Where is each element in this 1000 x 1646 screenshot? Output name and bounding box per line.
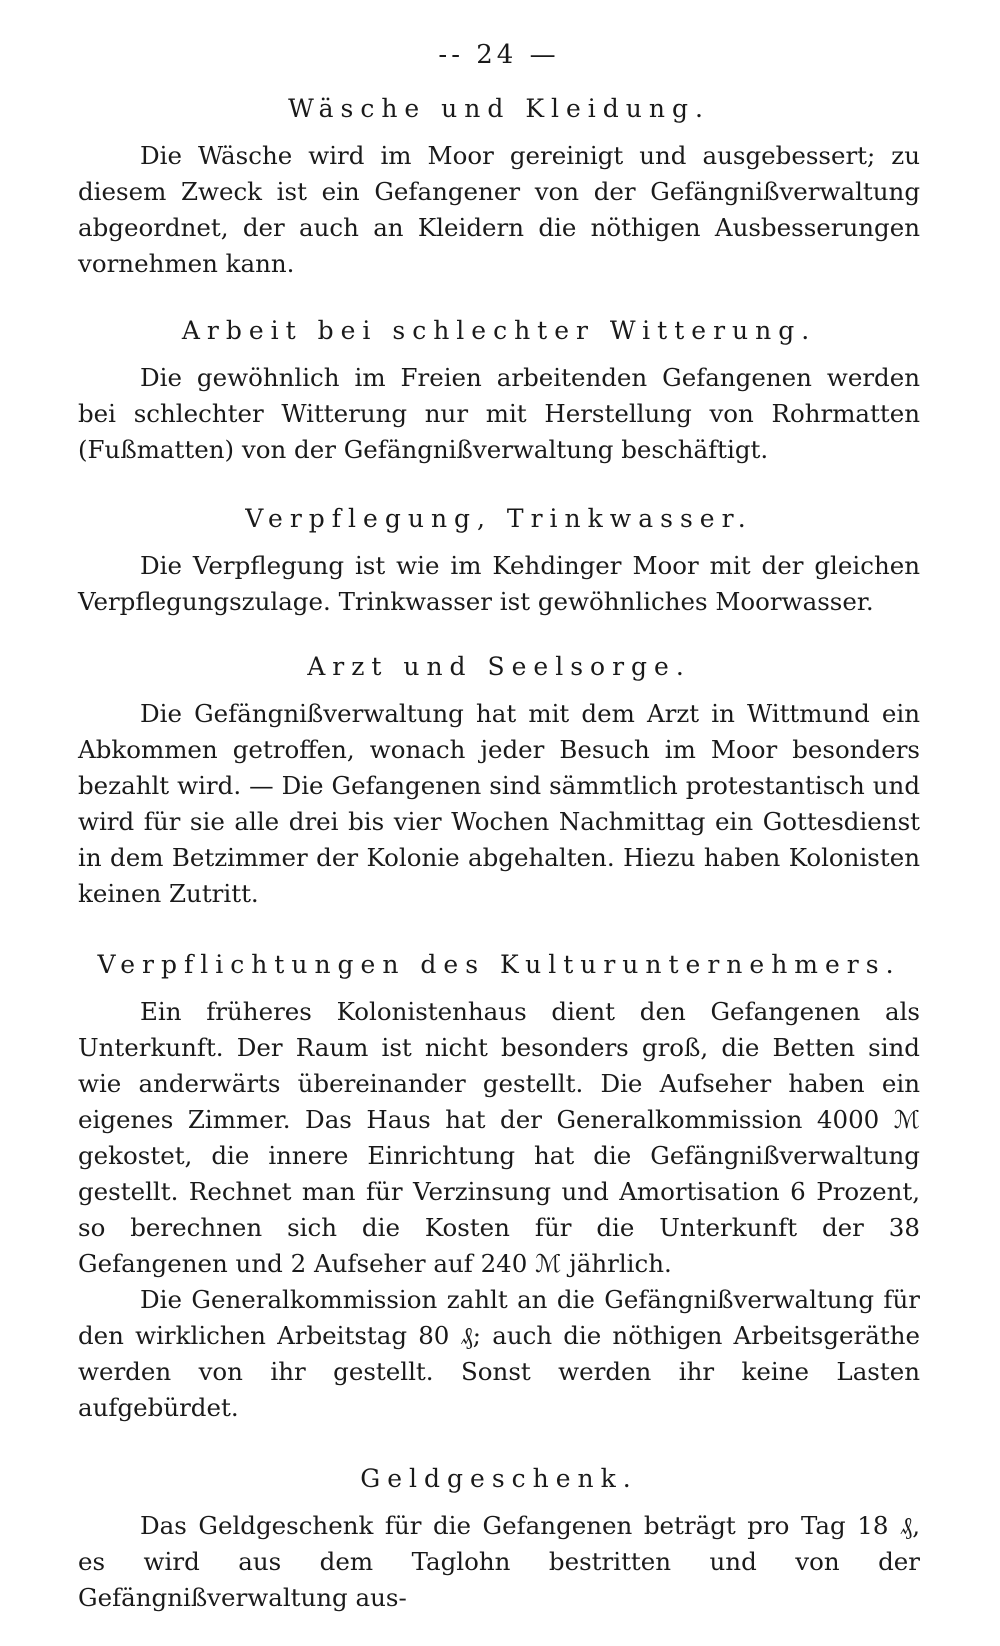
section-verpflegung: [78, 502, 920, 620]
paragraph: Die Wäsche wird im Moor gereinigt und ausgebessert; zu diesem Zweck ist ein Gefangener von der Gefängnißverwaltung abgeordnet, der auch an Kleidern die nöthigen Ausbesserungen vornehmen kann.: [78, 141, 920, 278]
section-heading: Arzt und Seelsorge.: [307, 652, 691, 681]
paragraph: Die gewöhnlich im Freien arbeitenden Gefangenen werden bei schlechter Witterung nur mit Herstellung von Rohrmatten (Fußmatten) von der Gefängnißverwaltung beschäftigt.: [78, 363, 920, 464]
document-page: [78, 40, 920, 1646]
paragraph: Die Gefängnißverwaltung hat mit dem Arzt in Wittmund ein Abkommen getroffen, wonach jeder Besuch im Moor besonders bezahlt wird. — Die Gefangenen sind sämmtlich protestantisch und wird für sie alle drei bis vier Wochen Nachmittag ein Gottesdienst in dem Betzimmer der Kolonie abgehalten. Hiezu haben Kolonisten keinen Zutritt.: [78, 699, 920, 908]
paragraph: Die Generalkommission zahlt an die Gefängnißverwaltung für den wirklichen Arbeitstag 80 ₰; auch die nöthigen Arbeitsgeräthe werden von ihr gestellt. Sonst werden ihr keine Lasten aufgebürdet.: [78, 1285, 920, 1422]
page-number: -- 24 —: [438, 40, 560, 70]
paragraph: Die Verpflegung ist wie im Kehdinger Moor mit der gleichen Verpflegungszulage. Trinkwasser ist gewöhnliches Moorwasser.: [78, 551, 920, 616]
section-geldgeschenk: [78, 1462, 920, 1616]
section-heading: Geldgeschenk.: [360, 1464, 638, 1493]
section-heading: Verpflichtungen des Kulturunternehmers.: [97, 950, 901, 979]
section-heading: Verpflegung, Trinkwasser.: [245, 504, 753, 533]
section-waesche: [78, 92, 920, 282]
section-verpflichtungen: [78, 948, 920, 1426]
paragraph: Das Geldgeschenk für die Gefangenen beträgt pro Tag 18 ₰, es wird aus dem Taglohn bestritten und von der Gefängnißverwaltung aus-: [78, 1511, 920, 1612]
section-heading: Arbeit bei schlechter Witterung.: [181, 316, 817, 345]
section-heading: Wäsche und Kleidung.: [288, 94, 710, 123]
section-arzt: [78, 650, 920, 912]
section-arbeit: [78, 314, 920, 468]
paragraph: Ein früheres Kolonistenhaus dient den Gefangenen als Unterkunft. Der Raum ist nicht besonders groß, die Betten sind wie anderwärts übereinander gestellt. Die Aufseher haben ein eigenes Zimmer. Das Haus hat der Generalkommission 4000 ℳ gekostet, die innere Einrichtung hat die Gefängnißverwaltung gestellt. Rechnet man für Verzinsung und Amortisation 6 Prozent, so berechnen sich die Kosten für die Unterkunft der 38 Gefangenen und 2 Aufseher auf 240 ℳ jährlich.: [78, 997, 920, 1278]
